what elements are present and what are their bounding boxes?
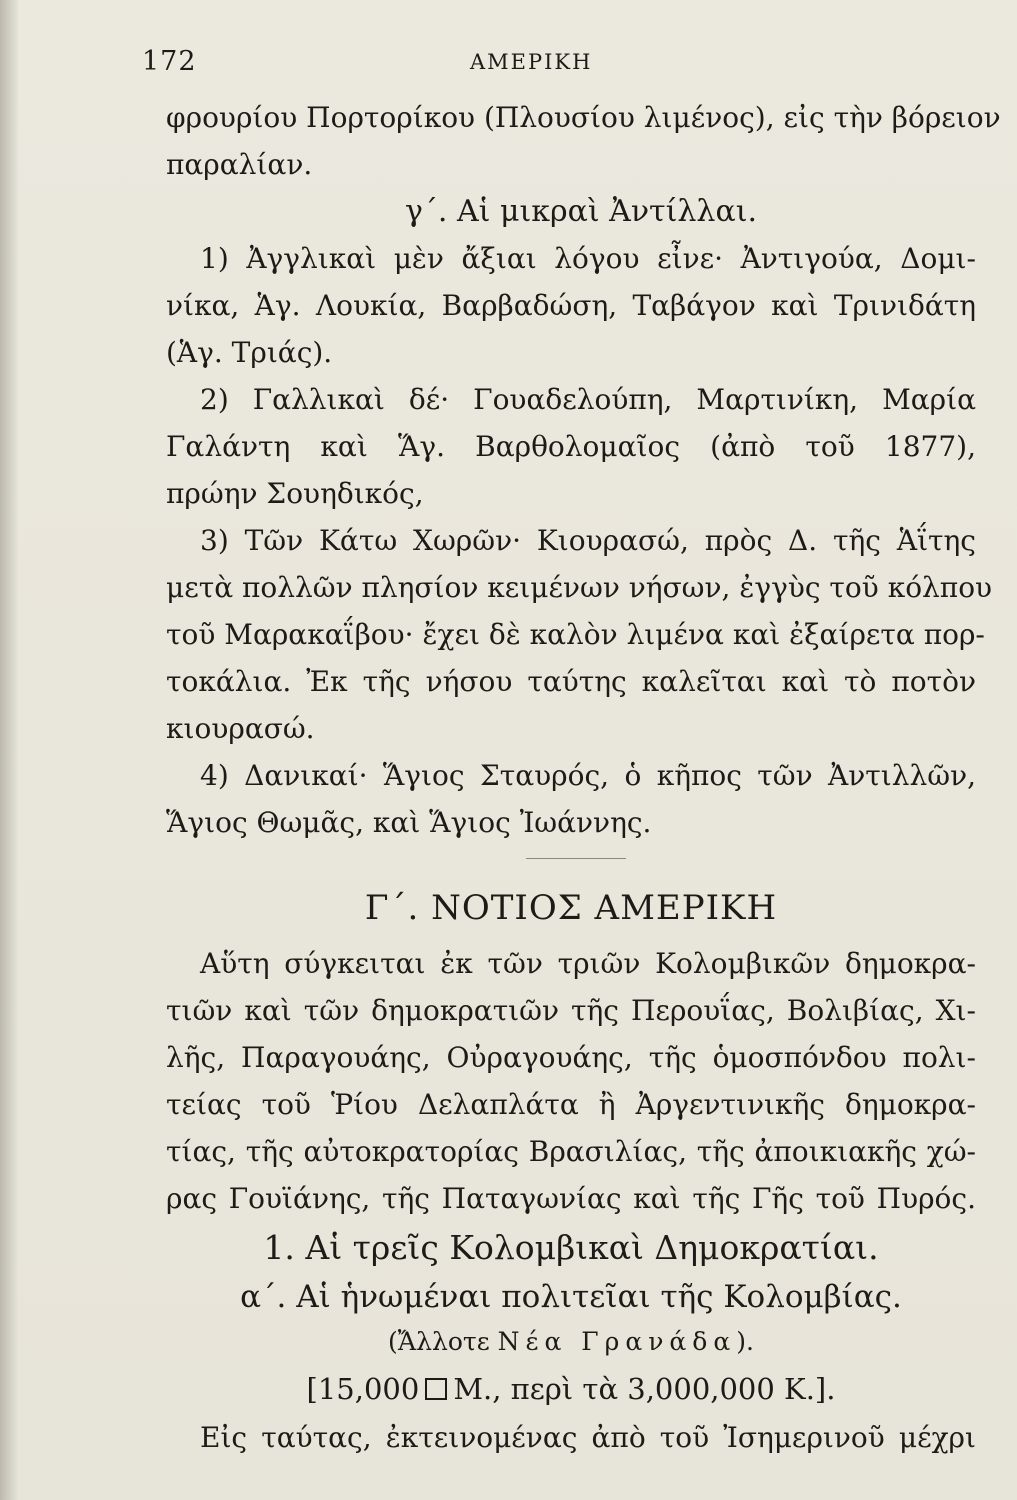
list-line: νίκα, Ἁγ. Λουκία, Βαρβαδώση, Ταβάγον καὶ Τρινιδάτη [166, 289, 976, 322]
former-name-line [166, 1320, 976, 1364]
section-line: τίας, τῆς αὐτοκρατορίας Βρασιλίας, τῆς ἀποικιακῆς χώ- [166, 1135, 976, 1168]
section-line: Αὕτη σύγκειται ἐκ τῶν τριῶν Κολομβικῶν δημοκρα- [200, 947, 976, 980]
section-title: Γ΄. ΝΟΤΙΟΣ ΑΜΕΡΙΚΗ [364, 888, 778, 928]
list-line: 1) Ἀγγλικαὶ μὲν ἄξιαι λόγου εἶνε· Ἀντιγούα, Δομι- [200, 242, 976, 275]
section-line: ρας Γουϊάνης, τῆς Παταγωνίας καὶ τῆς Γῆς τοῦ Πυρός. [166, 1182, 976, 1215]
body-line-last: Εἰς ταύτας, ἐκτεινομένας ἀπὸ τοῦ Ἰσημερινοῦ μέχρι [200, 1421, 976, 1454]
page-body [166, 94, 1001, 1461]
subheading-gamma: γ΄. Αἱ μικραὶ Ἀντίλλαι. [404, 194, 758, 229]
list-line: (Ἁγ. Τριάς). [166, 336, 333, 369]
page-header [142, 46, 982, 80]
list-line: 2) Γαλλικαὶ δέ· Γουαδελούπη, Μαρτινίκη, Μαρία [200, 383, 976, 416]
list-line: πρώην Σουηδικός, [166, 477, 424, 510]
section-line: λῆς, Παραγουάης, Οὐραγουάης, τῆς ὁμοσπόνδου πολι- [166, 1041, 976, 1074]
body-line: φρουρίου Πορτορίκου (Πλουσίου λιμένος), εἰς τὴν βόρειον [166, 101, 1001, 134]
body-line: παραλίαν. [166, 148, 313, 181]
section-line: τιῶν καὶ τῶν δημοκρατιῶν τῆς Περουΐας, Βολιβίας, Χι- [166, 994, 976, 1027]
page-number: 172 [142, 46, 197, 77]
former-name-suffix: ). [736, 1327, 754, 1356]
area-value: [15,000 [306, 1372, 420, 1406]
stats-line [166, 1364, 976, 1414]
list-line: 4) Δανικαί· Ἅγιος Σταυρός, ὁ κῆπος τῶν Ἀντιλλῶν, [200, 759, 976, 792]
binding-shadow [0, 0, 18, 1500]
running-head: ΑΜΕΡΙΚΗ [470, 50, 593, 74]
former-name: Νέα Γρανάδα [497, 1327, 737, 1356]
heading-united-states-colombia: α΄. Αἱ ἡνωμέναι πολιτεῖαι τῆς Κολομβίας. [240, 1279, 902, 1315]
area-population: Μ., περὶ τὰ 3,000,000 Κ.]. [453, 1372, 836, 1406]
list-line: κιουρασώ. [166, 712, 315, 745]
section-divider [166, 846, 976, 876]
list-line: Γαλάντη καὶ Ἅγ. Βαρθολομαῖος (ἀπὸ τοῦ 1877), [166, 430, 976, 463]
list-line: τοῦ Μαρακαΐβου· ἔχει δὲ καλὸν λιμένα καὶ ἐξαίρετα πορ- [166, 618, 985, 651]
list-line: τοκάλια. Ἐκ τῆς νήσου ταύτης καλεῖται καὶ τὸ ποτὸν [166, 665, 976, 698]
list-line: μετὰ πολλῶν πλησίον κειμένων νήσων, ἐγγὺς τοῦ κόλπου [166, 571, 993, 604]
square-symbol-icon [425, 1378, 447, 1400]
heading-colombian-republics: 1. Αἱ τρεῖς Κολομβικαὶ Δημοκρατίαι. [263, 1228, 879, 1267]
list-line: 3) Τῶν Κάτω Χωρῶν· Κιουρασώ, πρὸς Δ. τῆς Ἁΐτης [200, 524, 976, 557]
former-name-prefix: (Ἄλλοτε [388, 1327, 498, 1356]
divider-rule [526, 858, 626, 859]
section-line: τείας τοῦ Ῥίου Δελαπλάτα ἢ Ἀργεντινικῆς δημοκρα- [166, 1088, 976, 1121]
list-line: Ἅγιος Θωμᾶς, καὶ Ἅγιος Ἰωάννης. [166, 806, 652, 839]
